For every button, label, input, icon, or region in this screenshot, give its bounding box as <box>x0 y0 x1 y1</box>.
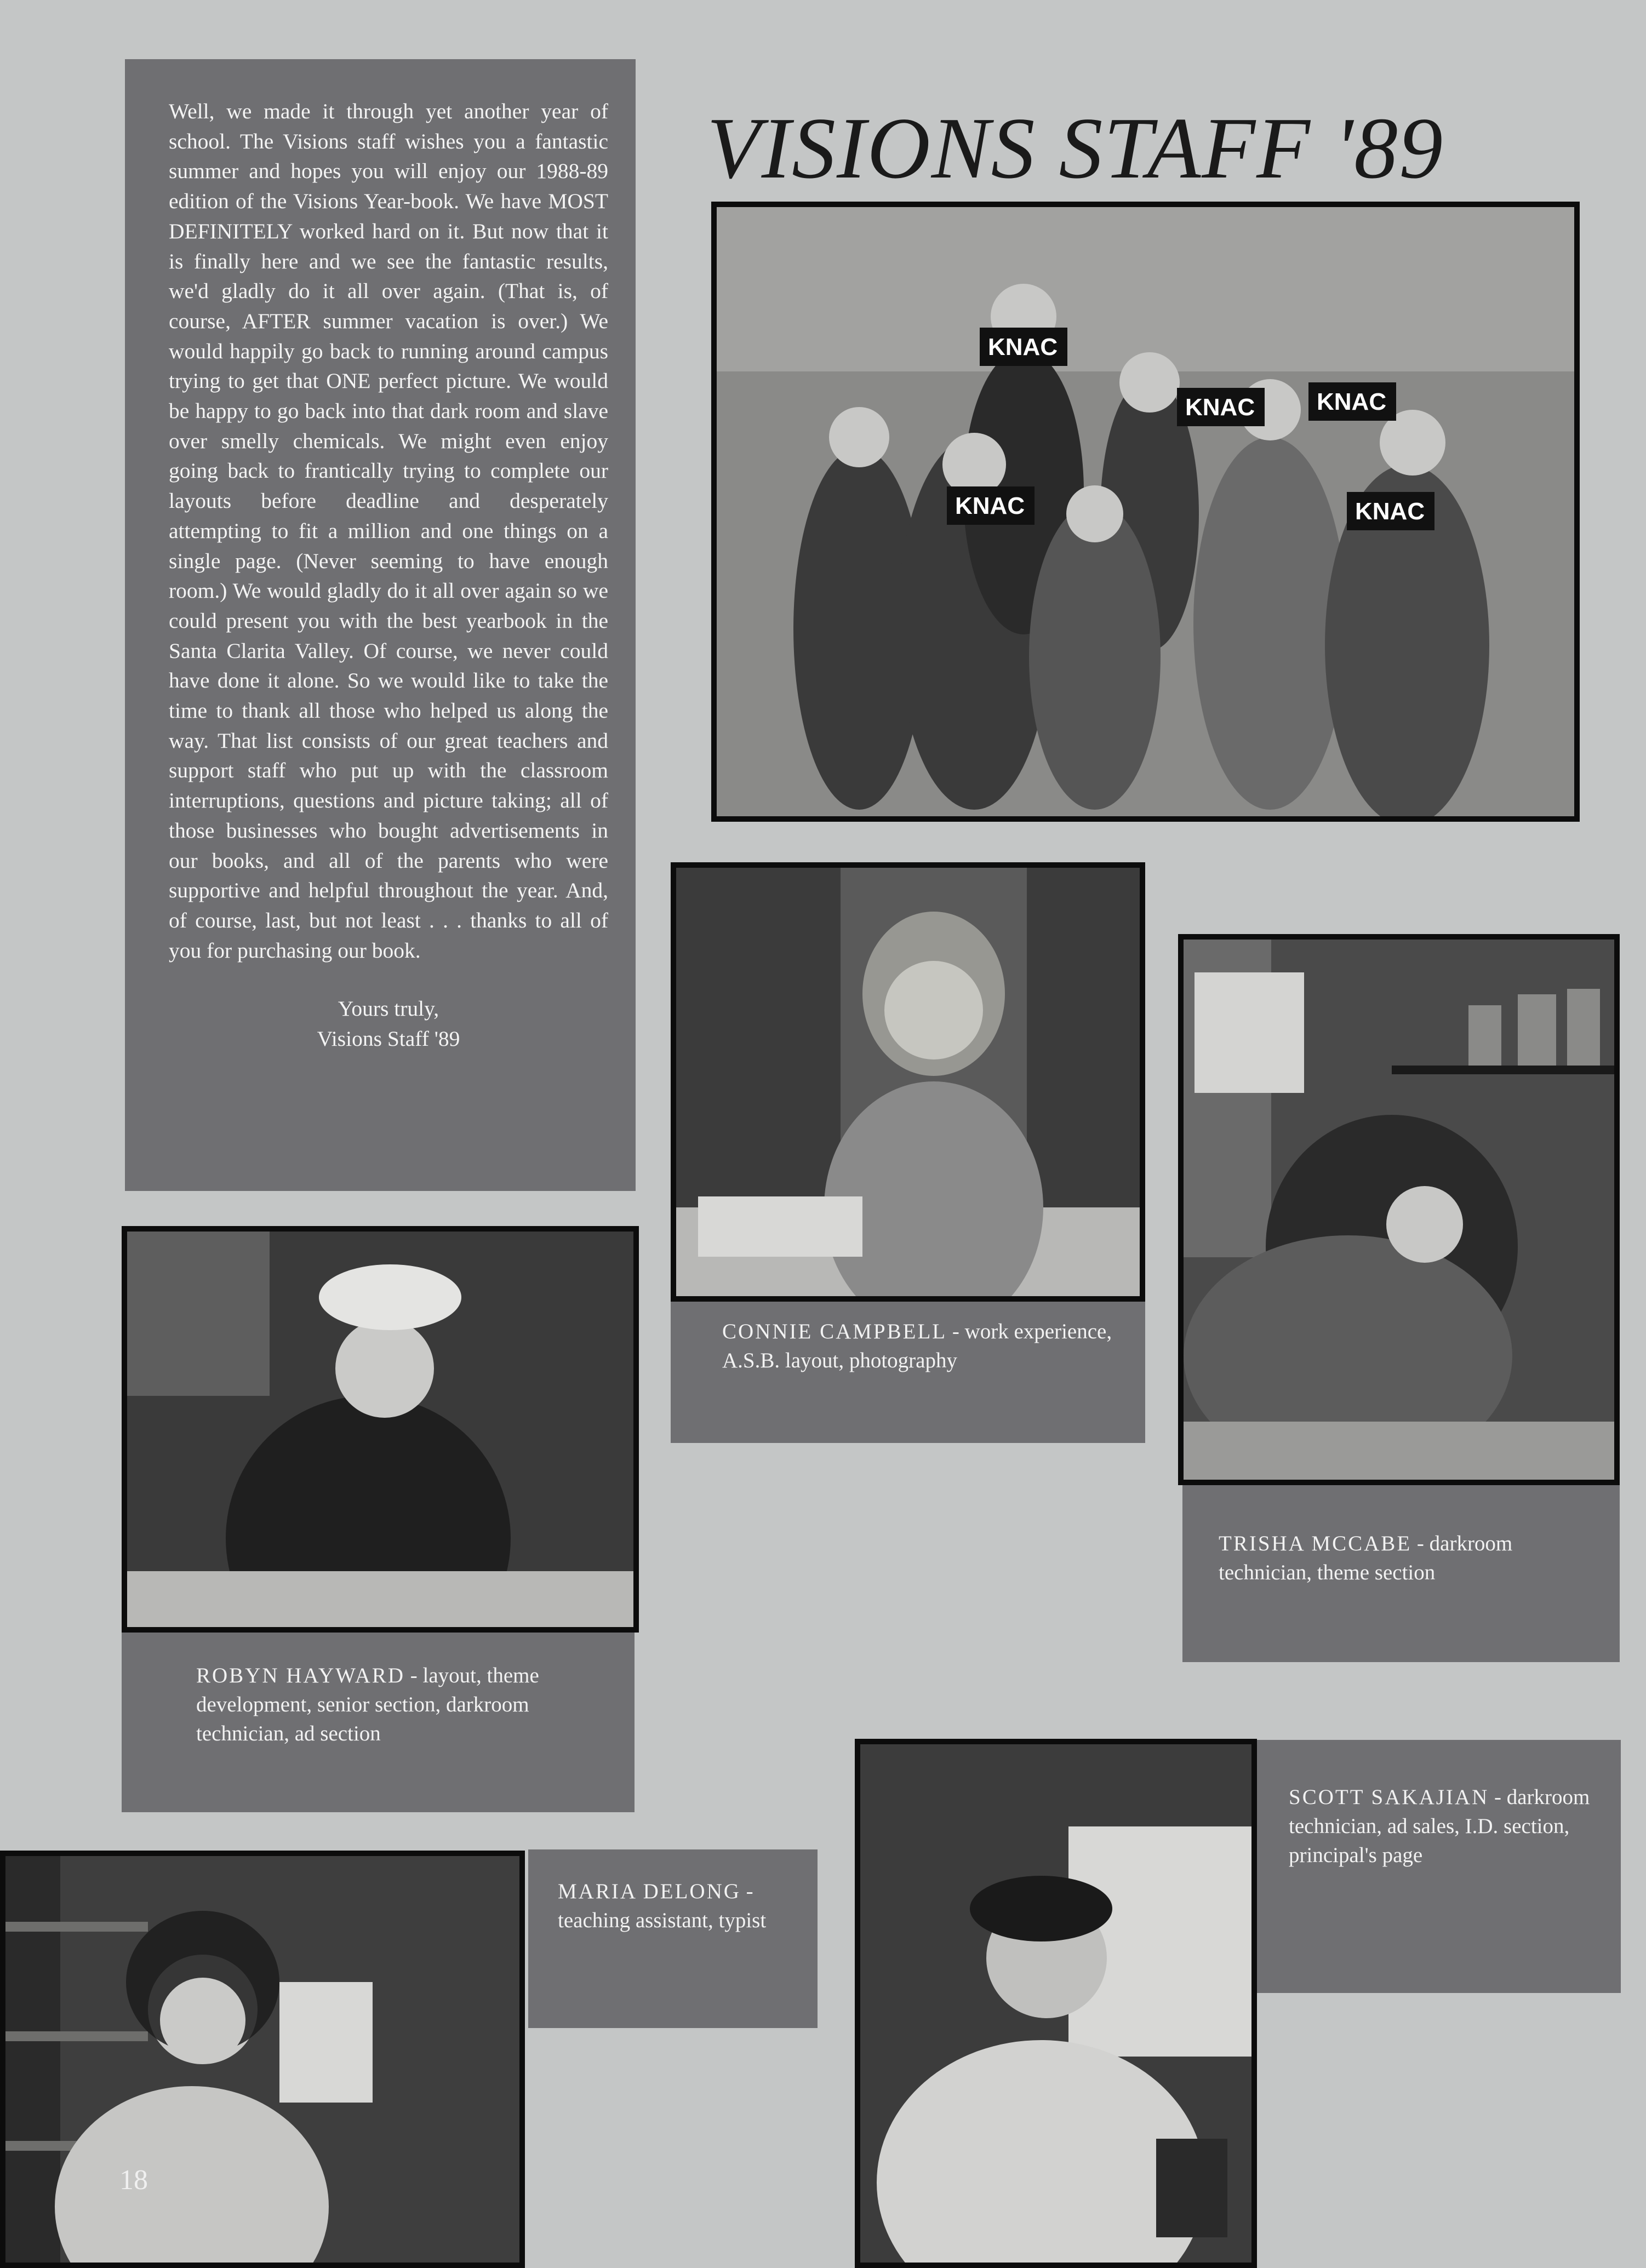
robyn-duties: - layout, theme development, senior section, darkroom technician, ad section <box>196 1664 539 1745</box>
scott-caption <box>1257 1740 1621 1993</box>
trisha-duties: - darkroom technician, theme section <box>1219 1532 1513 1584</box>
scott-name: SCOTT SAKAJIAN <box>1289 1785 1489 1809</box>
connie-caption <box>671 1302 1145 1443</box>
connie-photo <box>671 862 1145 1302</box>
scott-duties: - darkroom technician, ad sales, I.D. section, principal's page <box>1289 1785 1590 1867</box>
intro-text: Well, we made it through yet another year of school. The Visions staff wishes you a fantastic summer and hopes you will enjoy our 1988-89 edition of the Visions Year-book. We have MOST DEFINITELY worked hard on it. But now that it is finally here and we see the fantastic results, we'd gladly do it all over again. (That is, of course, AFTER summer vacation is over.) We would happily go back to running around campus trying to get that ONE perfect picture. We would be happy to go back into that dark room and slave over smelly chemicals. We might even enjoy going back to frantically trying to complete our layouts before deadline and desperately attempting to fit a million and one things on a single page. (Never seeming to have enough room.) We would gladly do it all over again so we could present you with the best yearbook in the Santa Clarita Valley. Of course, we never could have done it alone. So we would like to take the time to thank all those who helped us along the way. That list consists of our great teachers and support staff who put up with the classroom interruptions, questions and picture taking; all of those businesses who bought advertisements in our books, and all of the parents who were supportive and helpful throughout the year. And, of course, last, but not least . . . thanks to all of you for purchasing our book. <box>169 99 608 963</box>
maria-duties: - teaching assistant, typist <box>558 1880 767 1932</box>
connie-duties: - work experience, A.S.B. layout, photography <box>722 1320 1112 1372</box>
robyn-caption <box>122 1633 635 1812</box>
maria-caption <box>528 1849 818 2028</box>
robyn-photo <box>122 1226 639 1633</box>
group-photo-image <box>717 207 1574 816</box>
group-photo <box>711 202 1580 822</box>
trisha-name: TRISHA MCCABE <box>1219 1532 1412 1555</box>
page-number: 18 <box>119 2164 148 2196</box>
robyn-photo-image <box>127 1232 633 1627</box>
scott-photo-image <box>860 1744 1251 2263</box>
trisha-caption <box>1182 1485 1620 1662</box>
sticker-knac-1: KNAC <box>988 334 1058 360</box>
scott-photo <box>855 1739 1257 2268</box>
robyn-name: ROBYN HAYWARD <box>196 1664 405 1687</box>
maria-name: MARIA DELONG <box>558 1880 741 1903</box>
intro-signoff <box>169 994 608 1053</box>
maria-photo-image <box>5 1856 519 2263</box>
closing-line: Yours truly, <box>338 996 439 1021</box>
connie-name: CONNIE CAMPBELL <box>722 1320 947 1343</box>
sticker-knac-2: KNAC <box>1185 394 1255 421</box>
sticker-knac-4: KNAC <box>955 492 1025 519</box>
sticker-knac-3: KNAC <box>1317 388 1387 415</box>
maria-photo <box>0 1851 525 2268</box>
connie-photo-image <box>676 868 1140 1296</box>
sticker-knac-5: KNAC <box>1355 498 1425 525</box>
intro-panel <box>125 59 636 1191</box>
trisha-photo <box>1178 934 1620 1485</box>
trisha-photo-image <box>1184 940 1614 1480</box>
signature-line: Visions Staff '89 <box>317 1027 460 1051</box>
page-title: VISIONS STAFF '89 <box>707 99 1444 197</box>
